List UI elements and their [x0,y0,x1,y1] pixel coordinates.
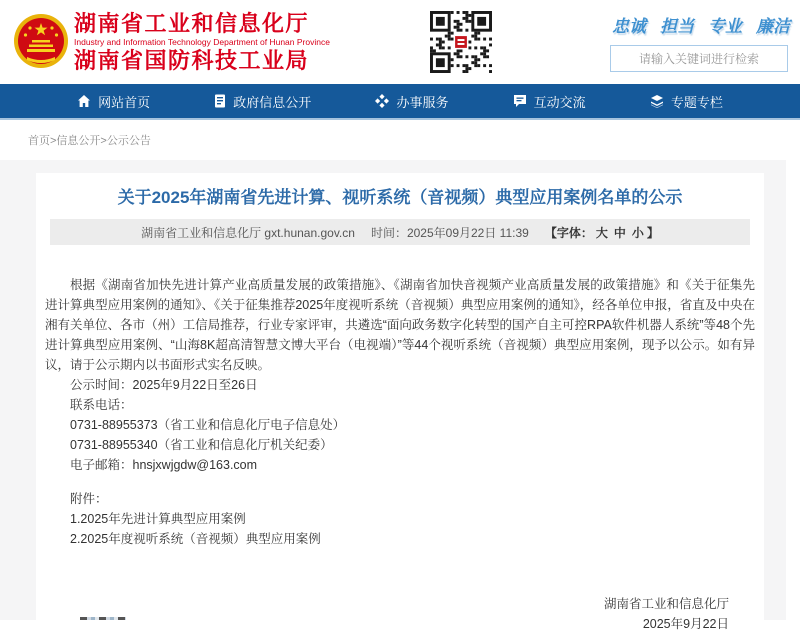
org-title-secondary: 湖南省国防科技工业局 [74,48,310,73]
font-size-label-close: 】 [646,225,659,240]
font-size-medium-button[interactable]: 中 [613,225,626,240]
article-card [36,173,764,631]
slogan-word: 忠诚 [612,17,646,36]
slogan-word: 廉洁 [756,17,790,36]
font-size-small-button[interactable]: 小 [631,225,644,240]
site-title-block[interactable] [74,12,330,73]
attachment-item-1: 1.2025年先进计算典型应用案例 [70,512,246,526]
signature-org: 湖南省工业和信息化厅 [603,597,729,611]
breadcrumb[interactable]: 首页>信息公开>公示公告 [28,135,151,147]
main-nav [0,84,800,120]
attachments-heading: 附件： [70,492,108,506]
nav-item-label: 办事服务 [396,94,449,110]
spacer [45,475,755,489]
article-source: 湖南省工业和信息化厅 gxt.hunan.gov.cn [141,225,355,240]
chat-icon [513,94,527,108]
national-emblem-logo[interactable] [12,10,70,74]
nav-item-special-columns[interactable] [650,92,723,111]
document-icon [214,94,226,108]
slogan-word: 专业 [708,17,742,36]
article-title: 关于2025年湖南省先进计算、视听系统（音视频）典型应用案例名单的公示 [117,188,683,207]
font-size-label: 【字体： [544,225,593,240]
signature-block [45,594,755,634]
slogan-word: 担当 [660,17,694,36]
article-body [45,275,755,634]
header-right-block [610,12,792,72]
nav-item-label: 专题专栏 [670,94,723,110]
nav-item-services[interactable] [375,92,448,111]
signature-date: 2025年9月22日 [642,617,729,631]
qr-code [430,11,492,73]
nav-item-label: 政府信息公开 [233,94,312,110]
contact-phone-label: 联系电话： [70,398,133,412]
font-size-control [545,224,659,241]
home-icon [77,94,91,108]
clipped-next-content-sliver [80,617,126,620]
article-meta-bar [50,219,750,245]
service-diamond-icon [375,94,389,108]
search-input[interactable] [610,45,788,72]
site-search [610,45,788,72]
contact-phone-1: 0731-88955373（省工业和信息化厅电子信息处） [70,418,346,432]
org-title-main: 湖南省工业和信息化厅 [74,11,310,36]
font-size-large-button[interactable]: 大 [595,225,608,240]
org-title-english: Industry and Information Technology Department of Hunan Province [74,37,330,47]
nav-item-interaction[interactable] [513,92,586,111]
nav-item-label: 网站首页 [98,94,151,110]
article-time: 时间：2025年09月22日 11:39 [370,225,529,240]
site-header [0,0,800,84]
layers-icon [650,94,664,108]
contact-email-line: 电子邮箱：hnsjxwjgdw@163.com [70,458,258,472]
contact-phone-2: 0731-88955340（省工业和信息化厅机关纪委） [70,438,333,452]
nav-item-label: 互动交流 [533,94,586,110]
nav-item-gov-info[interactable] [214,92,311,111]
page-section [0,160,786,631]
attachment-item-2: 2.2025年度视听系统（音视频）典型应用案例 [70,532,321,546]
emblem-icon [12,61,70,78]
announcement-paragraph: 根据《湖南省加快先进计算产业高质量发展的政策措施》、《湖南省加快音视频产业高质量发展的政策措施》和《关于征集先进计算典型应用案例的通知》、《关于征集推荐2025年度视听系统（音视频）典型应用案例的通知》，经各单位申报，省直及中央在湘有关单位、各市（州）工信局推荐，行业专家评审，共遴选“面向政务数字化转型的国产自主可控RPA软件机器人系统”等48个先进计算典型应用案例、“山海8K超高清智慧文博大平台（电视端）”等44个视听系统（音视频）典型应用案例，现予以公示。如有异议，请于公示期内以书面形式实名反映。 [45,278,755,372]
publicity-period-line: 公示时间：2025年9月22日至26日 [70,378,258,392]
breadcrumb-band [0,120,800,160]
nav-item-home[interactable] [77,92,150,111]
slogan-banner [610,12,792,37]
